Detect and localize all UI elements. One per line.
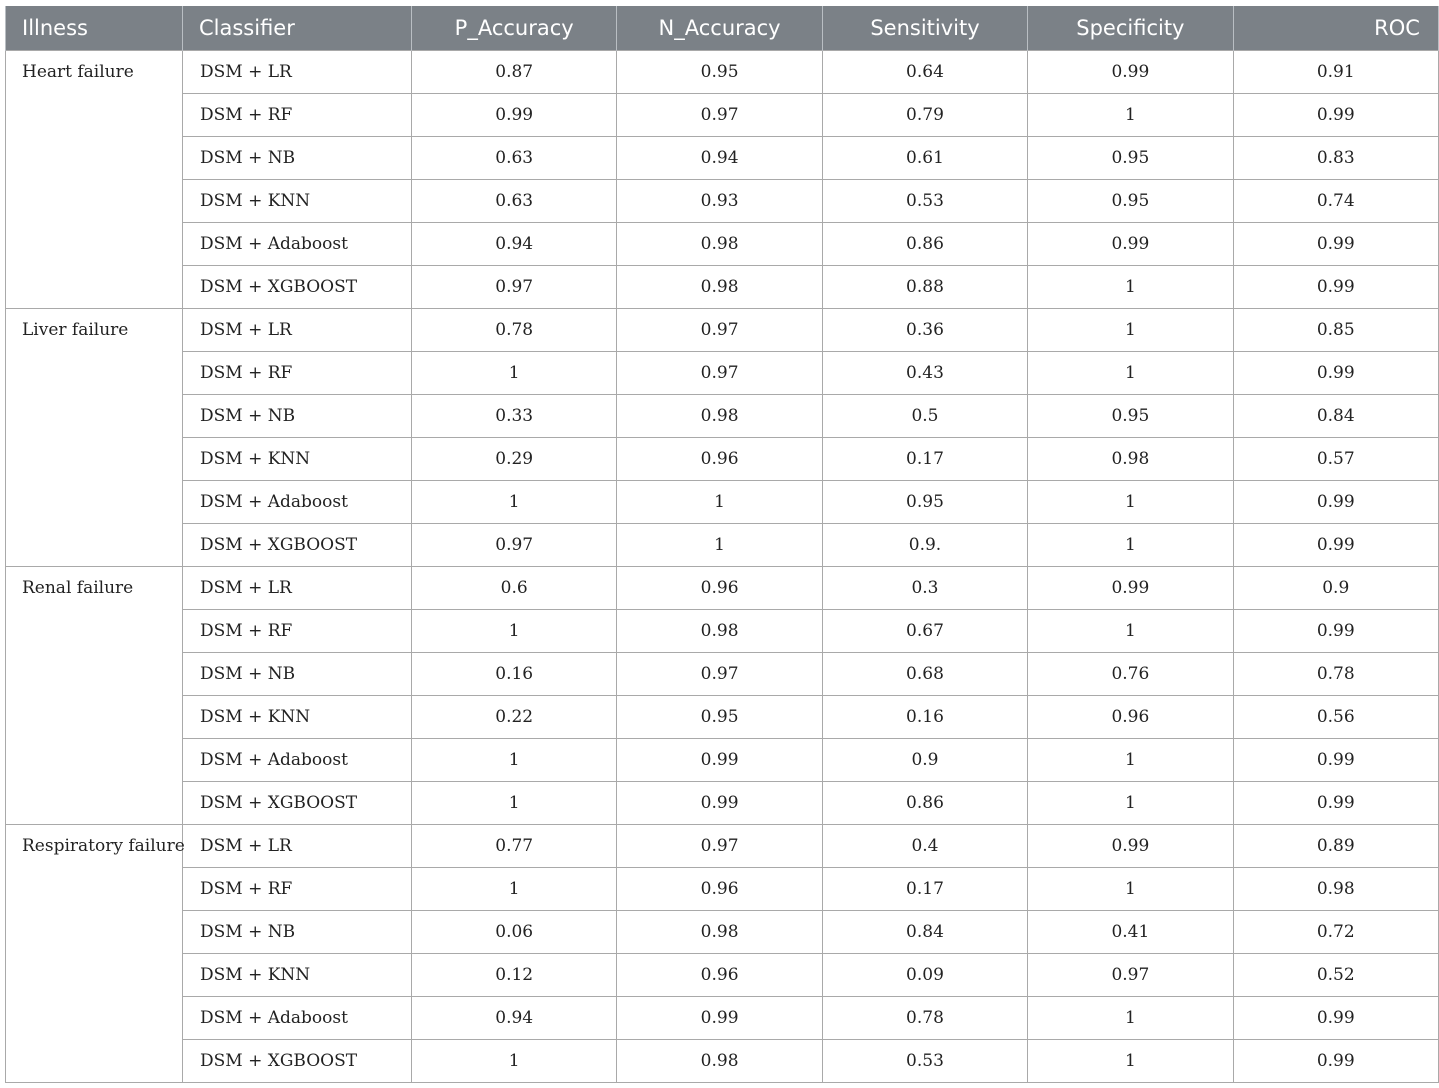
classifier-cell: DSM + LR (183, 309, 412, 352)
specificity-cell: 0.97 (1028, 954, 1233, 997)
table-row (6, 51, 1439, 94)
table-row (6, 438, 1439, 481)
p-accuracy-cell: 0.6 (412, 567, 617, 610)
p-accuracy-cell: 0.06 (412, 911, 617, 954)
header-roc: ROC (1233, 6, 1438, 51)
roc-cell: 0.57 (1233, 438, 1438, 481)
specificity-cell: 0.95 (1028, 180, 1233, 223)
n-accuracy-cell: 0.99 (617, 782, 822, 825)
classifier-cell: DSM + Adaboost (183, 481, 412, 524)
table-body (6, 51, 1439, 1083)
illness-cell (6, 696, 183, 739)
p-accuracy-cell: 0.22 (412, 696, 617, 739)
illness-cell: Liver failure (6, 309, 183, 352)
sensitivity-cell: 0.86 (822, 223, 1027, 266)
table-row (6, 223, 1439, 266)
roc-cell: 0.72 (1233, 911, 1438, 954)
table-row (6, 739, 1439, 782)
p-accuracy-cell: 0.78 (412, 309, 617, 352)
n-accuracy-cell: 0.97 (617, 94, 822, 137)
n-accuracy-cell: 0.96 (617, 438, 822, 481)
p-accuracy-cell: 0.29 (412, 438, 617, 481)
n-accuracy-cell: 0.97 (617, 309, 822, 352)
table-row (6, 825, 1439, 868)
classifier-cell: DSM + NB (183, 137, 412, 180)
table-row (6, 395, 1439, 438)
n-accuracy-cell: 0.94 (617, 137, 822, 180)
illness-cell: Heart failure (6, 51, 183, 94)
n-accuracy-cell: 0.99 (617, 739, 822, 782)
table-row (6, 309, 1439, 352)
table-row (6, 481, 1439, 524)
specificity-cell: 1 (1028, 352, 1233, 395)
sensitivity-cell: 0.3 (822, 567, 1027, 610)
specificity-cell: 1 (1028, 481, 1233, 524)
table-row (6, 954, 1439, 997)
specificity-cell: 0.99 (1028, 825, 1233, 868)
table-row (6, 567, 1439, 610)
results-table (5, 6, 1439, 1083)
table-row (6, 782, 1439, 825)
illness-cell (6, 481, 183, 524)
illness-cell (6, 524, 183, 567)
table-row (6, 524, 1439, 567)
illness-cell: Respiratory failure (6, 825, 183, 868)
roc-cell: 0.99 (1233, 94, 1438, 137)
n-accuracy-cell: 0.96 (617, 954, 822, 997)
n-accuracy-cell: 1 (617, 481, 822, 524)
table-row (6, 1040, 1439, 1083)
header-n-accuracy: N_Accuracy (617, 6, 822, 51)
sensitivity-cell: 0.95 (822, 481, 1027, 524)
sensitivity-cell: 0.9. (822, 524, 1027, 567)
roc-cell: 0.52 (1233, 954, 1438, 997)
n-accuracy-cell: 0.98 (617, 395, 822, 438)
roc-cell: 0.99 (1233, 997, 1438, 1040)
header-sensitivity: Sensitivity (822, 6, 1027, 51)
classifier-cell: DSM + RF (183, 352, 412, 395)
p-accuracy-cell: 1 (412, 782, 617, 825)
classifier-cell: DSM + XGBOOST (183, 266, 412, 309)
specificity-cell: 0.99 (1028, 51, 1233, 94)
sensitivity-cell: 0.5 (822, 395, 1027, 438)
specificity-cell: 0.98 (1028, 438, 1233, 481)
n-accuracy-cell: 0.93 (617, 180, 822, 223)
sensitivity-cell: 0.16 (822, 696, 1027, 739)
p-accuracy-cell: 0.87 (412, 51, 617, 94)
classifier-cell: DSM + Adaboost (183, 739, 412, 782)
illness-cell (6, 610, 183, 653)
classifier-cell: DSM + Adaboost (183, 223, 412, 266)
table-row (6, 696, 1439, 739)
sensitivity-cell: 0.84 (822, 911, 1027, 954)
specificity-cell: 1 (1028, 739, 1233, 782)
illness-cell (6, 223, 183, 266)
sensitivity-cell: 0.09 (822, 954, 1027, 997)
roc-cell: 0.99 (1233, 610, 1438, 653)
table-row (6, 911, 1439, 954)
n-accuracy-cell: 0.95 (617, 696, 822, 739)
illness-cell (6, 739, 183, 782)
roc-cell: 0.99 (1233, 782, 1438, 825)
specificity-cell: 1 (1028, 309, 1233, 352)
classifier-cell: DSM + XGBOOST (183, 524, 412, 567)
n-accuracy-cell: 0.98 (617, 223, 822, 266)
sensitivity-cell: 0.88 (822, 266, 1027, 309)
classifier-cell: DSM + KNN (183, 438, 412, 481)
header-illness: Illness (6, 6, 183, 51)
p-accuracy-cell: 0.97 (412, 524, 617, 567)
table-row (6, 868, 1439, 911)
illness-cell (6, 180, 183, 223)
header-specificity: Specificity (1028, 6, 1233, 51)
specificity-cell: 0.99 (1028, 223, 1233, 266)
n-accuracy-cell: 0.98 (617, 911, 822, 954)
specificity-cell: 0.41 (1028, 911, 1233, 954)
classifier-cell: DSM + NB (183, 911, 412, 954)
n-accuracy-cell: 0.97 (617, 352, 822, 395)
specificity-cell: 1 (1028, 868, 1233, 911)
classifier-cell: DSM + RF (183, 94, 412, 137)
roc-cell: 0.99 (1233, 524, 1438, 567)
n-accuracy-cell: 0.98 (617, 610, 822, 653)
table-row (6, 997, 1439, 1040)
specificity-cell: 1 (1028, 524, 1233, 567)
classifier-cell: DSM + RF (183, 610, 412, 653)
p-accuracy-cell: 1 (412, 739, 617, 782)
classifier-cell: DSM + RF (183, 868, 412, 911)
sensitivity-cell: 0.78 (822, 997, 1027, 1040)
roc-cell: 0.99 (1233, 223, 1438, 266)
illness-cell (6, 653, 183, 696)
roc-cell: 0.99 (1233, 266, 1438, 309)
n-accuracy-cell: 0.95 (617, 51, 822, 94)
table-row (6, 180, 1439, 223)
illness-cell: Renal failure (6, 567, 183, 610)
specificity-cell: 0.76 (1028, 653, 1233, 696)
p-accuracy-cell: 0.97 (412, 266, 617, 309)
table-row (6, 653, 1439, 696)
n-accuracy-cell: 0.98 (617, 266, 822, 309)
sensitivity-cell: 0.68 (822, 653, 1027, 696)
roc-cell: 0.99 (1233, 481, 1438, 524)
specificity-cell: 0.99 (1028, 567, 1233, 610)
specificity-cell: 0.95 (1028, 137, 1233, 180)
roc-cell: 0.74 (1233, 180, 1438, 223)
table-row (6, 137, 1439, 180)
specificity-cell: 1 (1028, 610, 1233, 653)
n-accuracy-cell: 0.98 (617, 1040, 822, 1083)
specificity-cell: 1 (1028, 782, 1233, 825)
classifier-cell: DSM + KNN (183, 954, 412, 997)
table-row (6, 610, 1439, 653)
roc-cell: 0.91 (1233, 51, 1438, 94)
sensitivity-cell: 0.61 (822, 137, 1027, 180)
illness-cell (6, 868, 183, 911)
classifier-cell: DSM + XGBOOST (183, 782, 412, 825)
sensitivity-cell: 0.53 (822, 180, 1027, 223)
sensitivity-cell: 0.17 (822, 868, 1027, 911)
classifier-cell: DSM + LR (183, 567, 412, 610)
classifier-cell: DSM + XGBOOST (183, 1040, 412, 1083)
illness-cell (6, 352, 183, 395)
sensitivity-cell: 0.43 (822, 352, 1027, 395)
classifier-cell: DSM + KNN (183, 696, 412, 739)
illness-cell (6, 911, 183, 954)
specificity-cell: 0.95 (1028, 395, 1233, 438)
illness-cell (6, 782, 183, 825)
n-accuracy-cell: 0.97 (617, 825, 822, 868)
classifier-cell: DSM + KNN (183, 180, 412, 223)
classifier-cell: DSM + NB (183, 653, 412, 696)
p-accuracy-cell: 1 (412, 868, 617, 911)
roc-cell: 0.99 (1233, 739, 1438, 782)
sensitivity-cell: 0.86 (822, 782, 1027, 825)
roc-cell: 0.99 (1233, 1040, 1438, 1083)
classifier-cell: DSM + NB (183, 395, 412, 438)
specificity-cell: 1 (1028, 266, 1233, 309)
illness-cell (6, 997, 183, 1040)
specificity-cell: 0.96 (1028, 696, 1233, 739)
header-classifier: Classifier (183, 6, 412, 51)
classifier-cell: DSM + LR (183, 51, 412, 94)
p-accuracy-cell: 0.99 (412, 94, 617, 137)
p-accuracy-cell: 0.16 (412, 653, 617, 696)
illness-cell (6, 137, 183, 180)
illness-cell (6, 266, 183, 309)
illness-cell (6, 438, 183, 481)
roc-cell: 0.99 (1233, 352, 1438, 395)
roc-cell: 0.89 (1233, 825, 1438, 868)
roc-cell: 0.83 (1233, 137, 1438, 180)
p-accuracy-cell: 0.12 (412, 954, 617, 997)
p-accuracy-cell: 1 (412, 1040, 617, 1083)
table-row (6, 94, 1439, 137)
roc-cell: 0.98 (1233, 868, 1438, 911)
table-row (6, 266, 1439, 309)
p-accuracy-cell: 1 (412, 610, 617, 653)
p-accuracy-cell: 0.33 (412, 395, 617, 438)
p-accuracy-cell: 0.77 (412, 825, 617, 868)
roc-cell: 0.9 (1233, 567, 1438, 610)
table-header (6, 6, 1439, 51)
specificity-cell: 1 (1028, 94, 1233, 137)
header-row (6, 6, 1439, 51)
p-accuracy-cell: 0.63 (412, 137, 617, 180)
header-p-accuracy: P_Accuracy (412, 6, 617, 51)
specificity-cell: 1 (1028, 997, 1233, 1040)
sensitivity-cell: 0.79 (822, 94, 1027, 137)
p-accuracy-cell: 0.94 (412, 223, 617, 266)
illness-cell (6, 1040, 183, 1083)
sensitivity-cell: 0.4 (822, 825, 1027, 868)
illness-cell (6, 954, 183, 997)
roc-cell: 0.56 (1233, 696, 1438, 739)
n-accuracy-cell: 0.96 (617, 868, 822, 911)
n-accuracy-cell: 1 (617, 524, 822, 567)
p-accuracy-cell: 0.63 (412, 180, 617, 223)
p-accuracy-cell: 1 (412, 352, 617, 395)
illness-cell (6, 94, 183, 137)
p-accuracy-cell: 0.94 (412, 997, 617, 1040)
n-accuracy-cell: 0.96 (617, 567, 822, 610)
roc-cell: 0.78 (1233, 653, 1438, 696)
sensitivity-cell: 0.64 (822, 51, 1027, 94)
sensitivity-cell: 0.9 (822, 739, 1027, 782)
n-accuracy-cell: 0.97 (617, 653, 822, 696)
sensitivity-cell: 0.53 (822, 1040, 1027, 1083)
sensitivity-cell: 0.36 (822, 309, 1027, 352)
sensitivity-cell: 0.67 (822, 610, 1027, 653)
roc-cell: 0.85 (1233, 309, 1438, 352)
table-row (6, 352, 1439, 395)
n-accuracy-cell: 0.99 (617, 997, 822, 1040)
specificity-cell: 1 (1028, 1040, 1233, 1083)
classifier-cell: DSM + LR (183, 825, 412, 868)
roc-cell: 0.84 (1233, 395, 1438, 438)
illness-cell (6, 395, 183, 438)
results-table-container (5, 6, 1420, 1083)
p-accuracy-cell: 1 (412, 481, 617, 524)
classifier-cell: DSM + Adaboost (183, 997, 412, 1040)
sensitivity-cell: 0.17 (822, 438, 1027, 481)
